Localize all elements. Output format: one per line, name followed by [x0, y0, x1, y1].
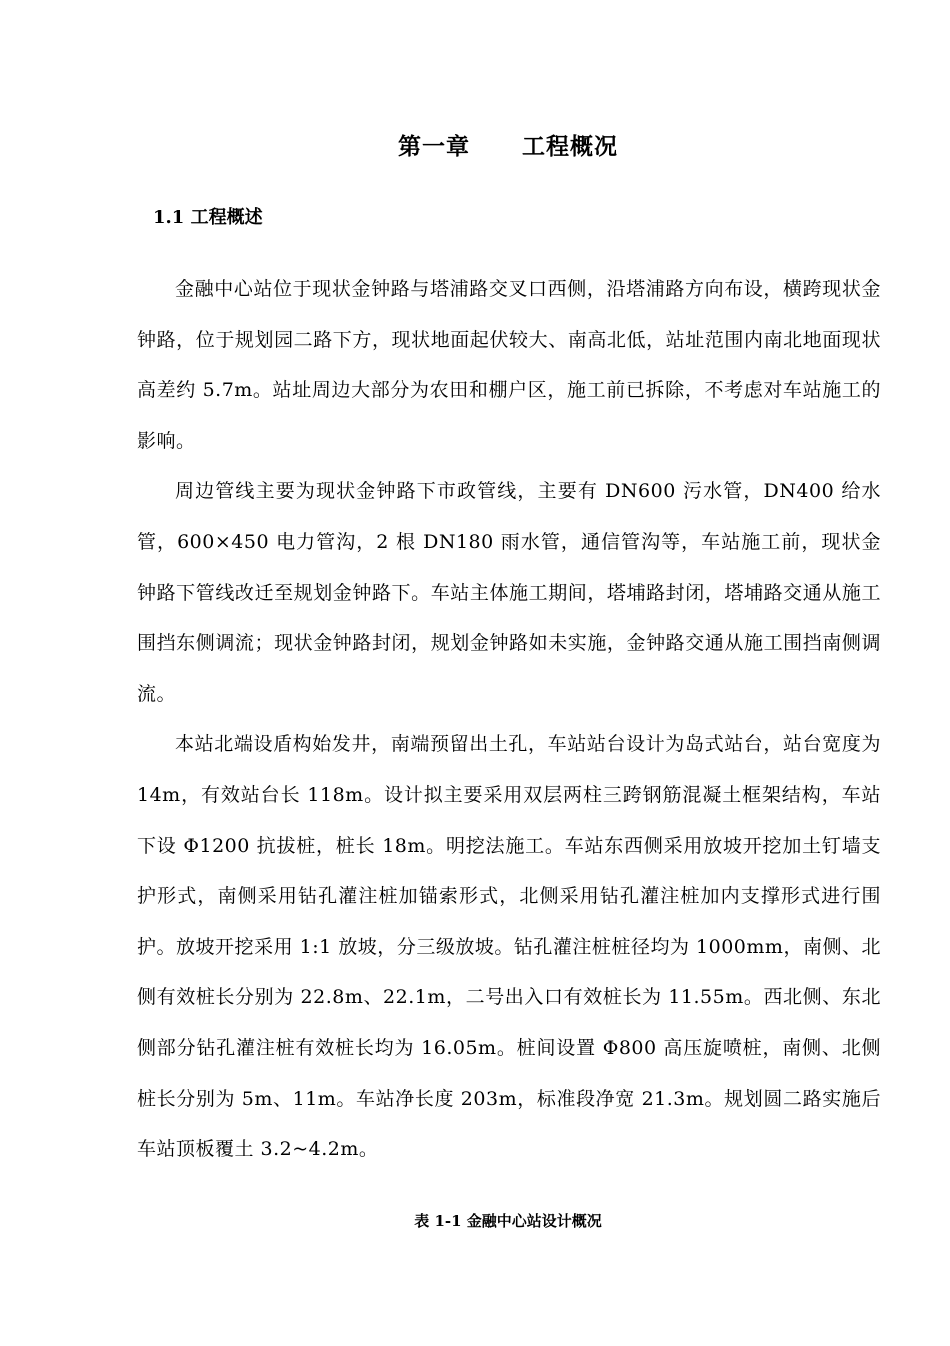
chapter-title: [0, 128, 950, 161]
chapter-number: 第一章: [398, 133, 470, 160]
table-caption: 表 1-1 金融中心站设计概况: [414, 1212, 602, 1230]
body-text: [137, 264, 881, 1175]
paragraph-location: 金融中心站位于现状金钟路与塔浦路交叉口西侧，沿塔浦路方向布设，横跨现状金钟路，位于规划园二路下方，现状地面起伏较大、南高北低，站址范围内南北地面现状高差约 5.7m。站址周边大部分为农田和棚户区，施工前已拆除，不考虑对车站施工的影响。: [137, 278, 881, 452]
chapter-name: 工程概况: [522, 133, 618, 160]
paragraph-structure: 本站北端设盾构始发井，南端预留出土孔，车站站台设计为岛式站台，站台宽度为 14m，有效站台长 118m。设计拟主要采用双层两柱三跨钢筋混凝土框架结构，车站下设 Φ1200 抗拔桩，桩长 18m。明挖法施工。车站东西侧采用放坡开挖加土钉墙支护形式，南侧采用钻孔灌注桩加锚索形式，北侧采用钻孔灌注桩加内支撑形式进行围护。放坡开挖采用 1:1 放坡，分三级放坡。钻孔灌注桩桩径均为 1000mm，南侧、北侧有效桩长分别为 22.8m、22.1m，二号出入口有效桩长为 11.55m。西北侧、东北侧部分钻孔灌注桩有效桩长均为 16.05m。桩间设置 Φ800 高压旋喷桩，南侧、北侧桩长分别为 5m、11m。车站净长度 203m，标准段净宽 21.3m。规划圆二路实施后车站顶板覆土 3.2~4.2m。: [137, 733, 881, 1161]
paragraph-pipelines: 周边管线主要为现状金钟路下市政管线，主要有 DN600 污水管，DN400 给水管，600×450 电力管沟，2 根 DN180 雨水管，通信管沟等，车站施工前，现状金钟路下管线改迁至规划金钟路下。车站主体施工期间，塔埔路封闭，塔埔路交通从施工围挡东侧调流；现状金钟路封闭，规划金钟路如未实施，金钟路交通从施工围挡南侧调流。: [137, 480, 881, 705]
section-title: 1.1 工程概述: [153, 207, 263, 228]
